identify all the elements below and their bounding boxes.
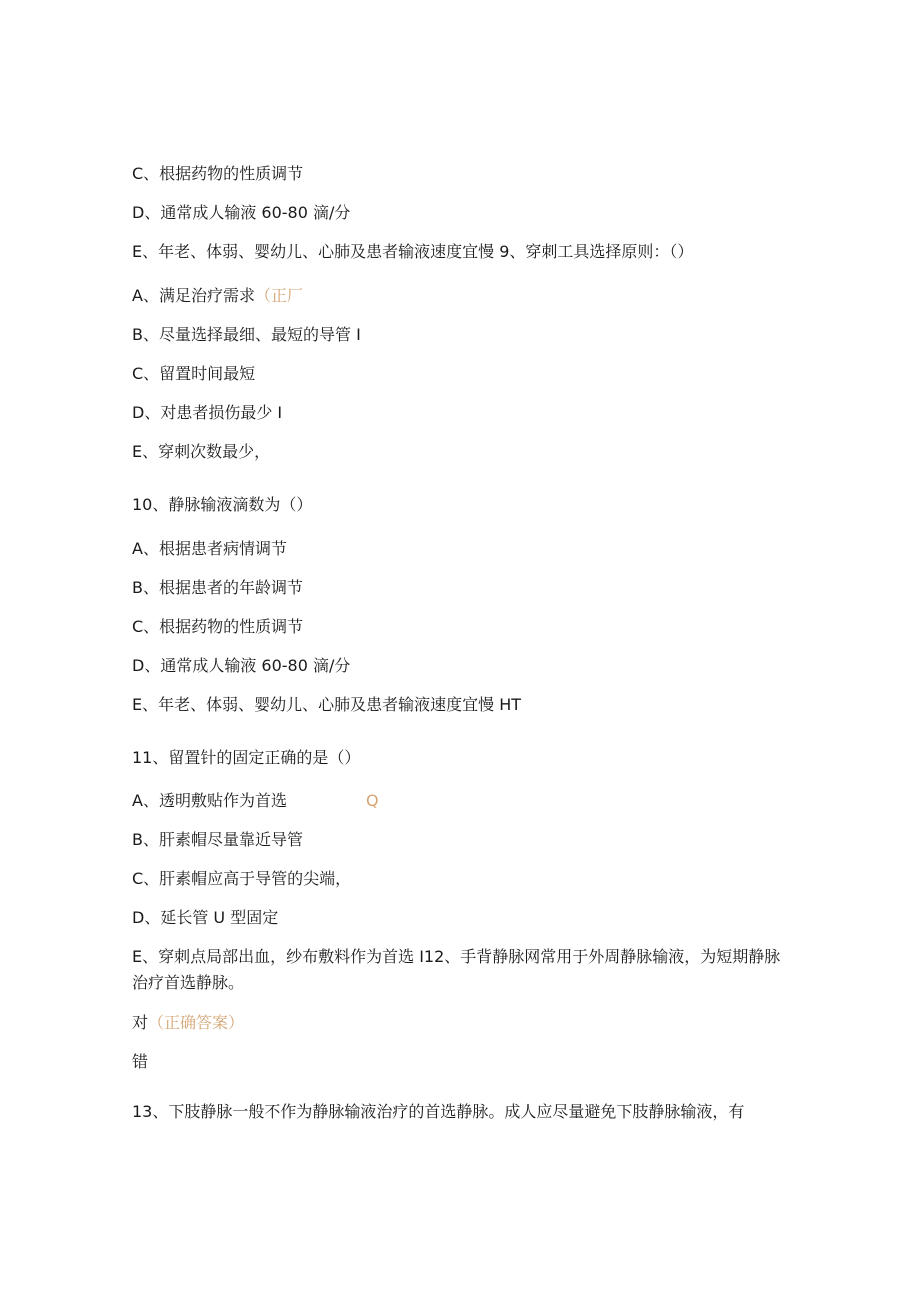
question-11: 11、留置针的固定正确的是（） — [132, 748, 361, 767]
option-e-line: E、穿刺次数最少， — [132, 442, 271, 461]
option-a-text: A、满足治疗需求 — [132, 286, 255, 305]
option-c-line: C、根据药物的性质调节 — [132, 617, 304, 636]
option-e-line-q9: E、年老、体弱、婴幼儿、心肺及患者输液速度宜慢 9、穿刺工具选择原则：（） — [132, 242, 694, 261]
option-b-line: B、肝素帽尽量靠近导管 — [132, 830, 303, 849]
option-a-line — [132, 286, 303, 306]
answer-true-line — [132, 1013, 244, 1033]
option-c-line: C、留置时间最短 — [132, 364, 256, 383]
option-b-line: B、根据患者的年龄调节 — [132, 578, 303, 597]
question-13: 13、下肢静脉一般不作为静脉输液治疗的首选静脉。成人应尽量避免下肢静脉输液，有 — [132, 1102, 745, 1121]
option-d-line: D、延长管 U 型固定 — [132, 908, 279, 927]
option-e-line-q12: E、穿刺点局部出血，纱布敷料作为首选 I12、手背静脉网常用于外周静脉输液，为短期静脉治疗首选静脉。 — [132, 947, 781, 992]
answer-mark: （正厂 — [254, 286, 303, 305]
option-d-line: D、通常成人输液 60-80 滴/分 — [132, 203, 351, 222]
option-c-line: C、肝素帽应高于导管的尖端， — [132, 869, 352, 888]
option-b-line: B、尽量选择最细、最短的导管 I — [132, 325, 361, 344]
option-e-line: E、年老、体弱、婴幼儿、心肺及患者输液速度宜慢 HT — [132, 695, 522, 714]
option-a-line: A、根据患者病情调节 — [132, 539, 287, 558]
option-a-text: A、透明敷贴作为首选 — [132, 791, 287, 810]
question-10: 10、静脉输液滴数为（） — [132, 495, 313, 514]
option-c-line: C、根据药物的性质调节 — [132, 164, 304, 183]
answer-true-text: 对 — [132, 1013, 149, 1032]
answer-mark: Q — [366, 791, 379, 810]
answer-false-line: 错 — [132, 1052, 149, 1071]
correct-answer-mark: （正确答案） — [148, 1013, 245, 1032]
option-a-line — [132, 791, 287, 811]
option-d-line: D、对患者损伤最少 I — [132, 403, 283, 422]
option-d-line: D、通常成人输液 60-80 滴/分 — [132, 656, 351, 675]
